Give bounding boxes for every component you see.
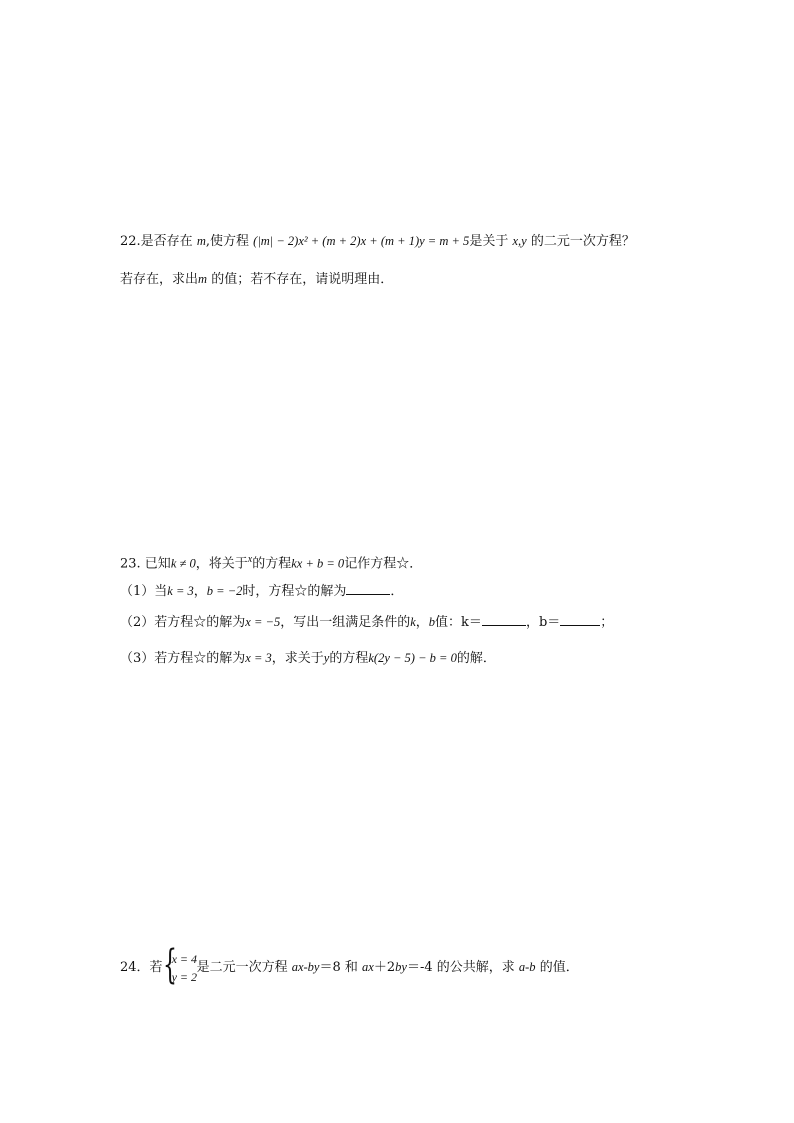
q23-p2-b: b <box>428 615 436 629</box>
q22-number: 22 <box>120 234 137 249</box>
q23-intro <box>120 550 422 574</box>
q22-equation: (|m| − 2)x² + (m + 2)x + (m + 1)y = m + 5 <box>253 234 470 248</box>
q23-p1-sep: ， <box>193 584 207 599</box>
q23-p1-b: b = −2 <box>206 584 243 598</box>
q24-line <box>120 941 579 988</box>
q22-line-2 <box>120 269 393 290</box>
q24-eq2-by: by <box>395 960 407 974</box>
q23-p2-val: 值：k＝ <box>435 615 482 630</box>
q23-p2-b-blank[interactable] <box>560 612 600 626</box>
q22-line2-end: 的值；若不存在，请说明理由． <box>211 272 394 287</box>
q24-number: 24 <box>120 960 137 975</box>
q24-eq2-rhs: ＝-4 的公共解，求 <box>406 960 515 975</box>
q24-system <box>162 941 197 988</box>
q24-case-y: y = 2 <box>171 969 197 984</box>
q23-p2-solution: x = −5 <box>245 615 281 629</box>
q23-p2-pre: （2）若方程☆的解为 <box>120 615 246 630</box>
q23-p2-end: ； <box>600 615 614 630</box>
q24-target: a-b <box>518 960 536 974</box>
q24-eq1: ax-by <box>291 960 320 974</box>
q23-p2-k-blank[interactable] <box>482 612 526 626</box>
q23-condition: k ≠ 0 <box>170 556 196 571</box>
q23-p1-pre: （1）当 <box>120 584 168 599</box>
q23-part-3 <box>120 648 496 669</box>
q23-p2-k: k <box>410 615 416 629</box>
q24-case-x: x = 4 <box>171 951 197 966</box>
q23-intro-mid2: 的方程 <box>252 556 292 572</box>
q24-eq1-rhs: ＝8 和 <box>319 960 358 975</box>
q24-brace: { <box>162 941 177 988</box>
q23-intro-pre: . 已知 <box>136 556 171 572</box>
q23-p3-pre: （3）若方程☆的解为 <box>120 651 246 666</box>
q23-number: 23 <box>120 556 137 572</box>
q23-p3-mid: ，求关于 <box>271 651 324 666</box>
q22-line-1 <box>120 231 635 252</box>
q23-p2-mid: ，写出一组满足条件的 <box>280 615 411 630</box>
q22-var-m: m <box>196 234 206 248</box>
q22-text-post: 是关于 <box>469 234 509 249</box>
q23-p3-equation: k(2y − 5) − b = 0 <box>368 651 457 665</box>
q23-part-2 <box>120 612 613 633</box>
q22-text-pre: .是否存在 <box>136 234 193 249</box>
q23-intro-mid1: ，将关于 <box>195 556 248 572</box>
q23-p3-mid2: 的方程 <box>329 651 369 666</box>
q23-p3-solution: x = 3 <box>245 651 272 665</box>
q23-p3-end: 的解． <box>456 651 496 666</box>
q24-mid1: 是二元一次方程 <box>196 960 288 975</box>
q22-text-prep: 使方程 <box>210 234 250 249</box>
q23-p3-var-y: y <box>323 651 330 665</box>
q24-eq2-mid: ＋2 <box>373 960 396 975</box>
q24-pre: ．若 <box>136 960 163 975</box>
q23-p2-val2: ，b＝ <box>525 615 561 630</box>
q24-eq2-ax: ax <box>362 960 374 974</box>
q23-p1-answer-blank[interactable] <box>346 581 390 595</box>
q23-part-1 <box>120 581 403 602</box>
q22-text-end: 的二元一次方程？ <box>530 234 635 249</box>
q23-p2-sep: ， <box>415 615 429 630</box>
q23-p1-k: k = 3 <box>167 584 194 598</box>
q23-p1-tail: ． <box>390 584 404 599</box>
q23-var-x: x <box>247 554 253 565</box>
q22-comma: , <box>205 234 210 249</box>
q22-vars-xy: x,y <box>512 234 527 248</box>
q23-equation: kx + b = 0 <box>291 556 345 571</box>
q22-line2-pre: 若存在，求出 <box>120 272 199 287</box>
q22-line2-var-m: m <box>198 272 208 286</box>
q23-intro-end: 记作方程☆． <box>344 556 423 572</box>
q24-end: 的值． <box>539 960 579 975</box>
q23-p1-end: 时，方程☆的解为 <box>242 584 347 599</box>
